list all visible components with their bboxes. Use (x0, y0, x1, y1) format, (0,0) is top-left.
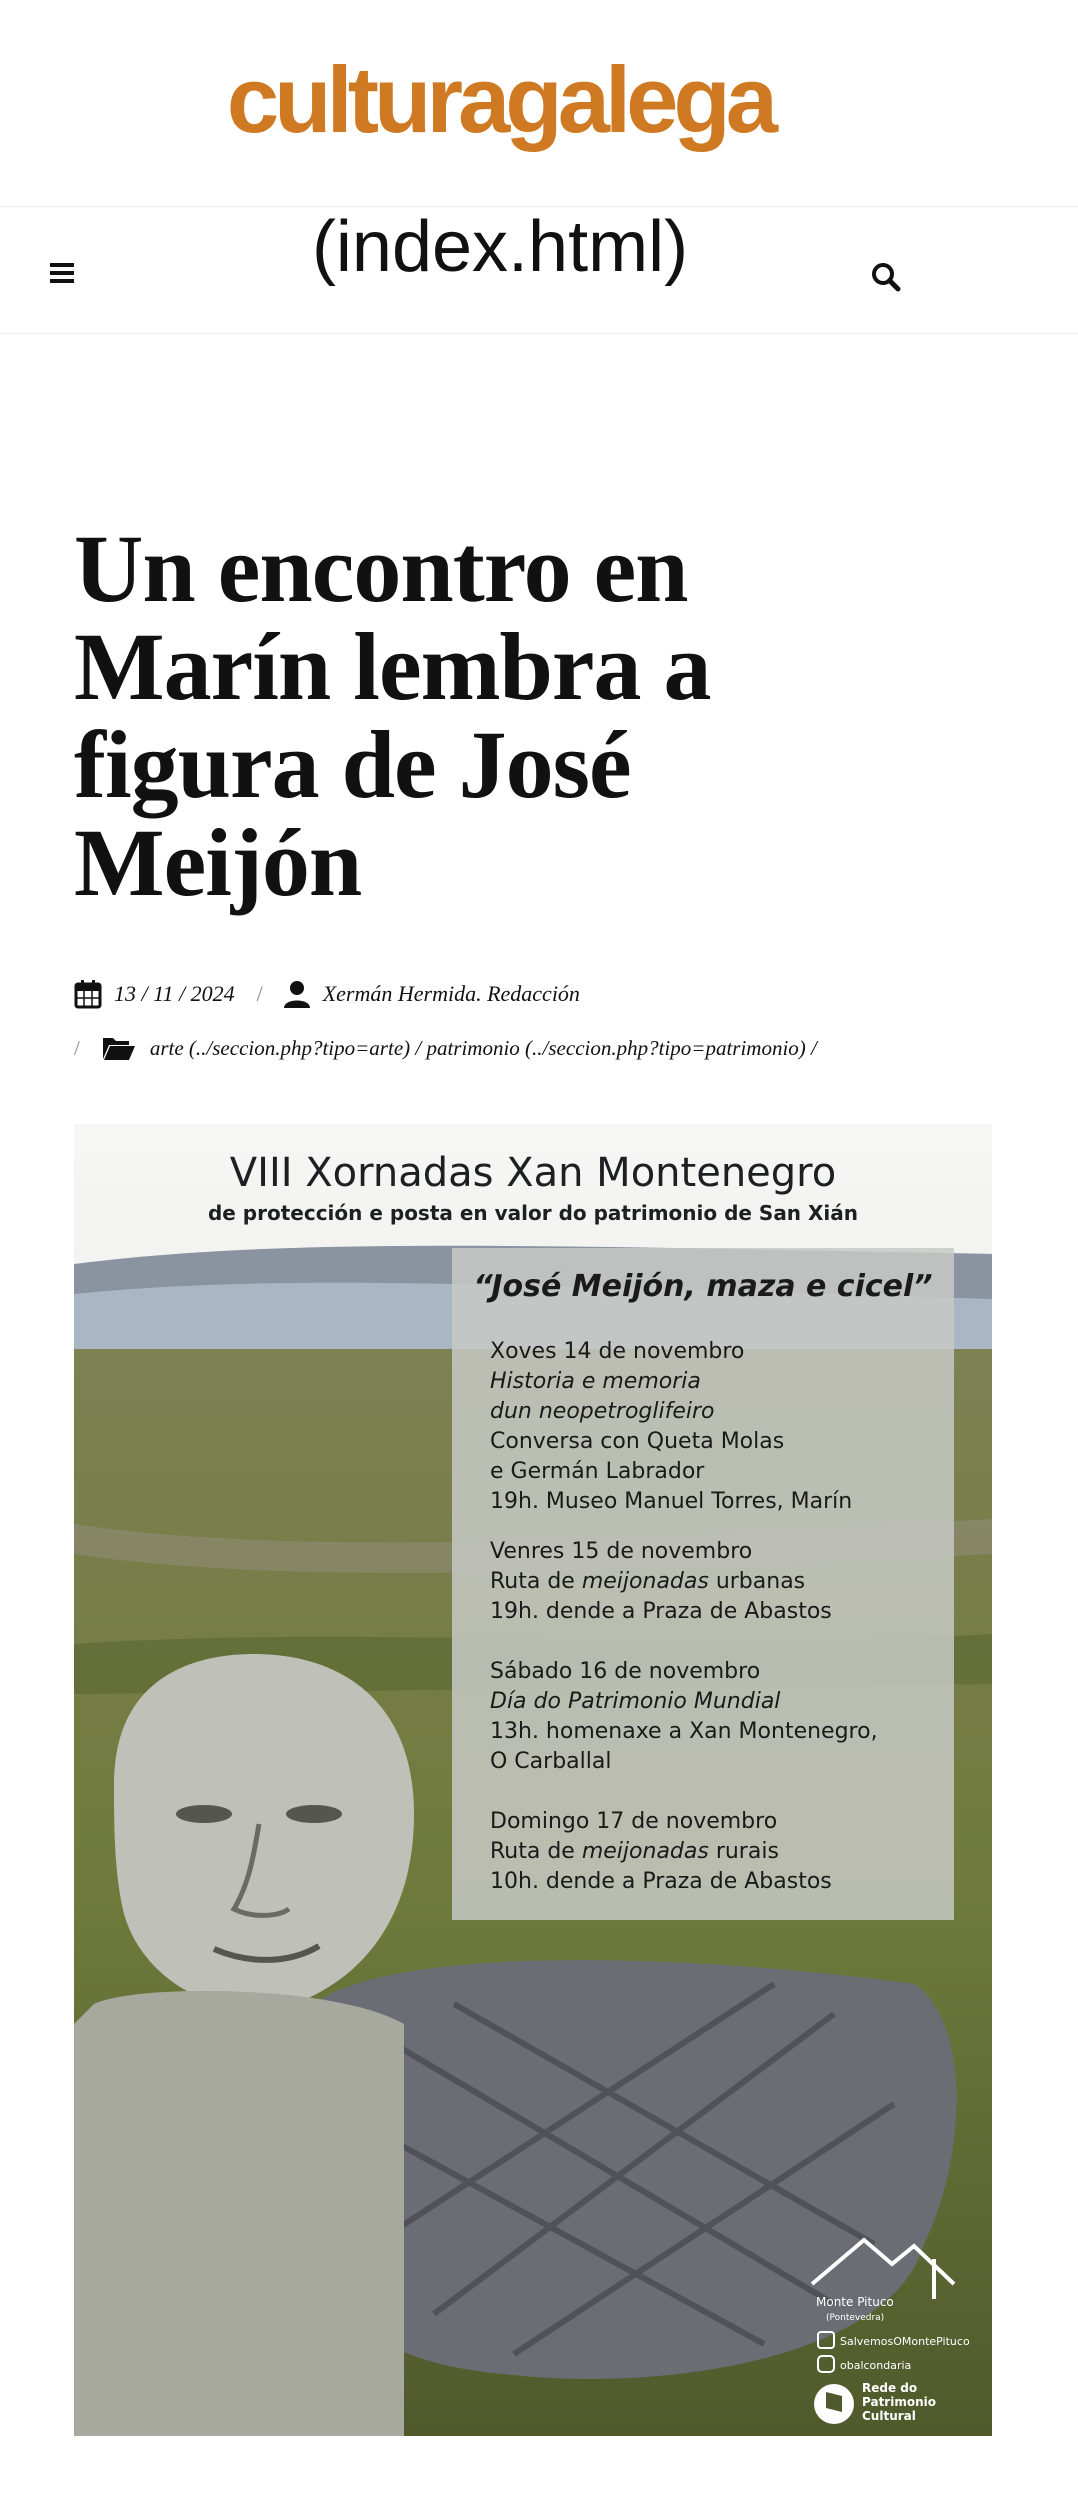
svg-text:dun neopetroglifeiro: dun neopetroglifeiro (490, 1399, 715, 1424)
article-meta (74, 974, 580, 1014)
svg-text:Domingo 17 de novembro: Domingo 17 de novembro (490, 1809, 778, 1834)
svg-text:Rede do: Rede do (862, 2381, 918, 2395)
category-links[interactable]: arte (../seccion.php?tipo=arte) / patrimonio (../seccion.php?tipo=patrimonio) / (149, 1035, 817, 1060)
stone-head-figure (74, 1654, 414, 2436)
org-name: Monte Pituco (816, 2295, 894, 2309)
svg-text:Cultural: Cultural (862, 2409, 916, 2423)
svg-text:e Germán Labrador: e Germán Labrador (490, 1459, 705, 1484)
svg-text:Ruta de meijonadas urbanas: Ruta de meijonadas urbanas (490, 1569, 806, 1594)
site-logo[interactable]: culturagalega (226, 47, 774, 152)
poster-title: VIII Xornadas Xan Montenegro (229, 1150, 837, 1196)
article-date: 13 / 11 / 2024 (114, 981, 235, 1006)
search-icon[interactable] (870, 261, 902, 293)
svg-text:Xoves 14 de novembro: Xoves 14 de novembro (490, 1339, 745, 1364)
instagram-handle: obalcondaria (840, 2359, 912, 2372)
date-separator: / (256, 981, 263, 1006)
svg-text:Ruta de meijonadas rurais: Ruta de meijonadas rurais (490, 1839, 779, 1864)
svg-text:19h. Museo Manuel Torres, Marí: 19h. Museo Manuel Torres, Marín (490, 1489, 853, 1514)
poster-subtitle: de protección e posta en valor do patrimonio de San Xián (207, 1201, 859, 1225)
nav-bar (0, 206, 1078, 334)
svg-text:19h. dende a Praza de Abastos: 19h. dende a Praza de Abastos (490, 1599, 832, 1624)
category-separator: / (74, 1035, 80, 1060)
article-title: Un encontro en Marín lembra a figura de José Meijón (74, 515, 711, 916)
svg-text:O Carballal: O Carballal (490, 1749, 612, 1774)
svg-text:Venres 15 de novembro: Venres 15 de novembro (490, 1539, 753, 1564)
folder-open-icon (102, 1035, 136, 1061)
svg-text:Patrimonio: Patrimonio (862, 2395, 936, 2409)
org-sub: (Pontevedra) (826, 2313, 885, 2323)
article-author[interactable]: Xermán Hermida. Redacción (322, 981, 580, 1006)
user-icon (283, 979, 311, 1009)
svg-text:Conversa con Queta Molas: Conversa con Queta Molas (490, 1429, 785, 1454)
bars-icon[interactable] (50, 263, 74, 285)
home-link[interactable]: (index.html) (311, 207, 689, 287)
svg-text:Día do Patrimonio Mundial: Día do Patrimonio Mundial (490, 1689, 781, 1714)
svg-text:10h. dende a Praza de Abastos: 10h. dende a Praza de Abastos (490, 1869, 832, 1894)
facebook-handle: SalvemosOMontePituco (840, 2335, 970, 2348)
article-categories (74, 1028, 817, 1068)
svg-text:Historia e memoria: Historia e memoria (490, 1369, 701, 1394)
poster-quote: “José Meijón, maza e cicel” (473, 1269, 933, 1304)
svg-text:Sábado 16 de novembro: Sábado 16 de novembro (490, 1659, 761, 1684)
article-poster-image (74, 1124, 992, 2436)
svg-text:13h. homenaxe a Xan Montenegro: 13h. homenaxe a Xan Montenegro, (490, 1719, 878, 1744)
calendar-icon (74, 979, 102, 1009)
